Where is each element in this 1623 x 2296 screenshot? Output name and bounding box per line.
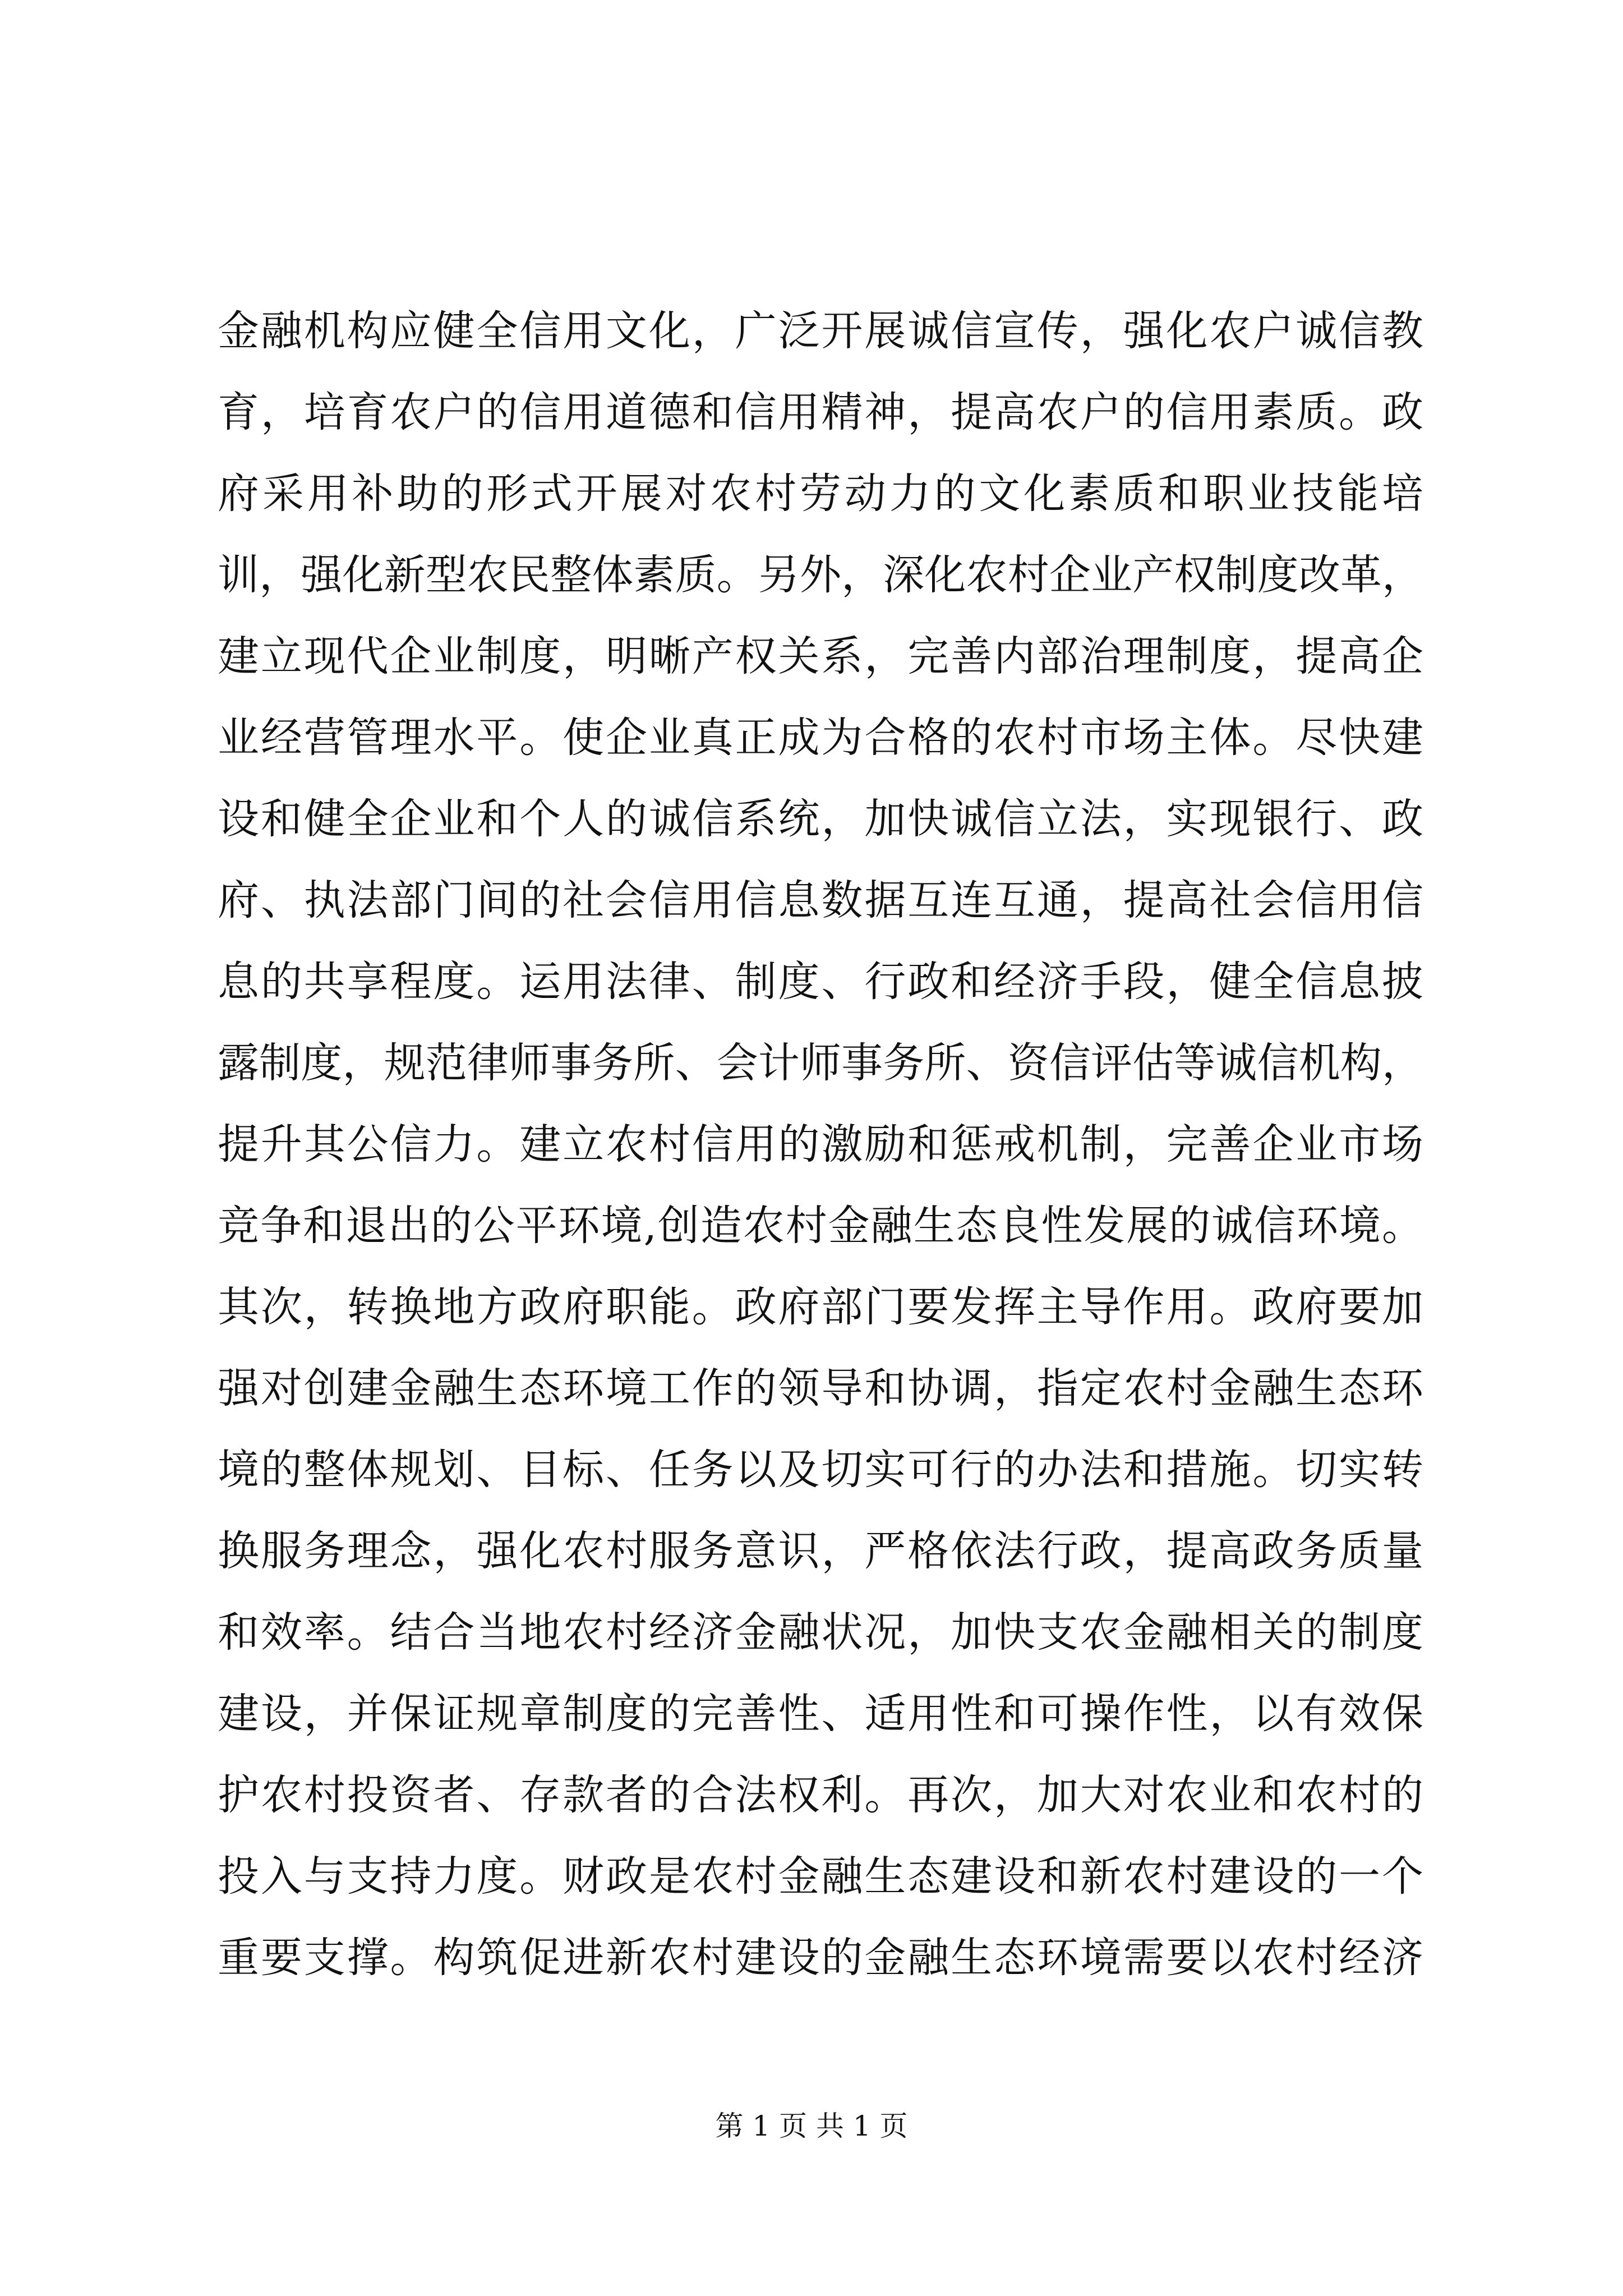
body-line: 换服务理念，强化农村服务意识，严格依法行政，提高政务质量 <box>218 1527 1423 1575</box>
body-line: 和效率。结合当地农村经济金融状况，加快支农金融相关的制度 <box>218 1608 1423 1657</box>
body-line: 投入与支持力度。财政是农村金融生态建设和新农村建设的一个 <box>218 1852 1423 1901</box>
body-line: 训，强化新型农民整体素质。另外，深化农村企业产权制度改革， <box>218 551 1423 599</box>
body-line: 强对创建金融生态环境工作的领导和协调，指定农村金融生态环 <box>218 1364 1423 1412</box>
page-footer: 第 1 页 共 1 页 <box>715 2110 908 2142</box>
body-line: 息的共享程度。运用法律、制度、行政和经济手段，健全信息披 <box>218 958 1423 1006</box>
body-line: 建立现代企业制度，明晰产权关系，完善内部治理制度，提高企 <box>218 632 1423 680</box>
body-line: 重要支撑。构筑促进新农村建设的金融生态环境需要以农村经济 <box>218 1934 1423 1982</box>
body-line: 境的整体规划、目标、任务以及切实可行的办法和措施。切实转 <box>218 1446 1423 1494</box>
body-line: 设和健全企业和个人的诚信系统，加快诚信立法，实现银行、政 <box>218 795 1423 843</box>
body-line: 提升其公信力。建立农村信用的激励和惩戒机制，完善企业市场 <box>218 1120 1423 1168</box>
body-line: 府采用补助的形式开展对农村劳动力的文化素质和职业技能培 <box>218 470 1423 518</box>
body-line: 竞争和退出的公平环境,创造农村金融生态良性发展的诚信环境。 <box>218 1202 1423 1250</box>
body-line: 护农村投资者、存款者的合法权利。再次，加大对农业和农村的 <box>218 1771 1423 1819</box>
body-line: 业经营管理水平。使企业真正成为合格的农村市场主体。尽快建 <box>218 714 1423 762</box>
body-line: 其次，转换地方政府职能。政府部门要发挥主导作用。政府要加 <box>218 1283 1423 1331</box>
body-line: 府、执法部门间的社会信用信息数据互连互通，提高社会信用信 <box>218 876 1423 924</box>
body-line: 建设，并保证规章制度的完善性、适用性和可操作性，以有效保 <box>218 1690 1423 1738</box>
body-line: 育，培育农户的信用道德和信用精神，提高农户的信用素质。政 <box>218 388 1423 436</box>
body-line: 露制度，规范律师事务所、会计师事务所、资信评估等诚信机构， <box>218 1039 1423 1087</box>
body-line: 金融机构应健全信用文化，广泛开展诚信宣传，强化农户诚信教 <box>218 307 1423 355</box>
